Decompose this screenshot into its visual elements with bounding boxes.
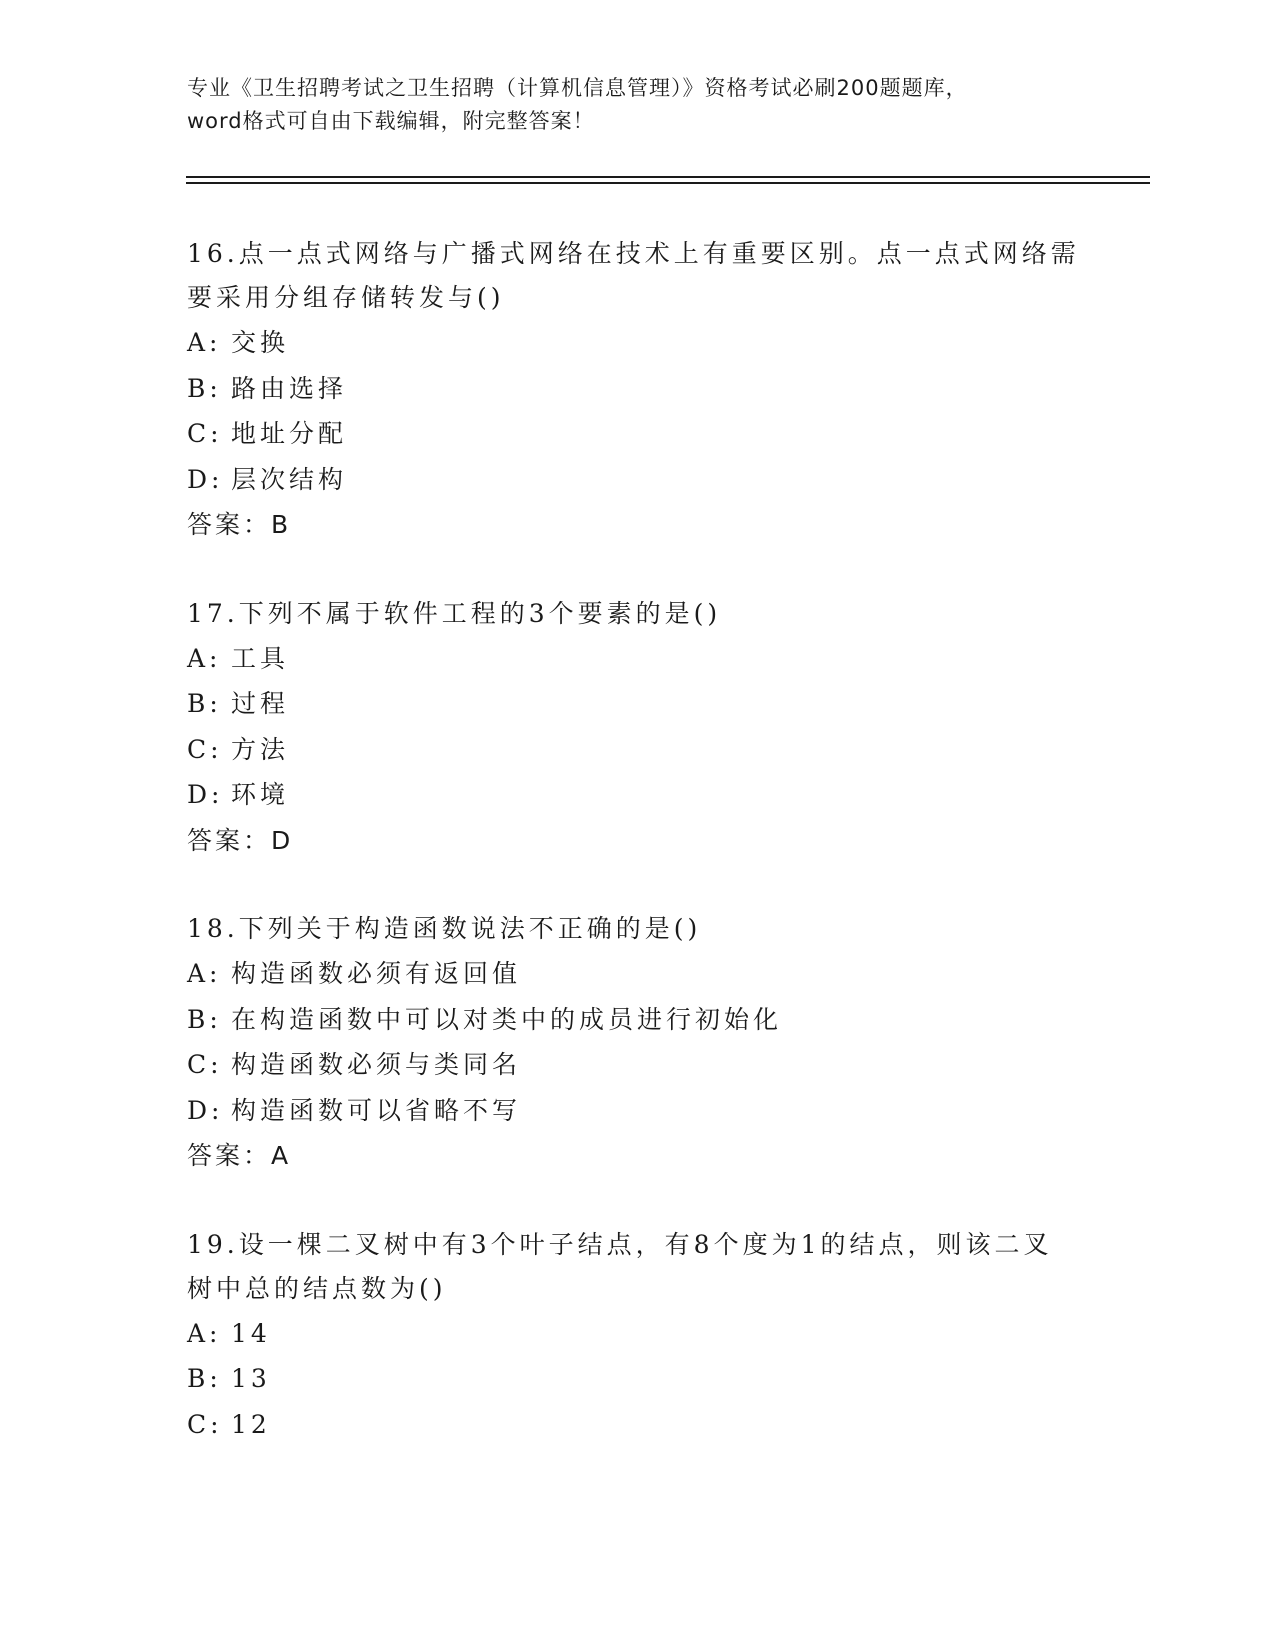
option-letter: B:	[187, 1364, 222, 1393]
header-title-line-1: 专业《卫生招聘考试之卫生招聘（计算机信息管理）》资格考试必刷200题题库，	[187, 76, 968, 100]
header-divider-bottom	[186, 182, 1150, 184]
header-title-line-2: word格式可自由下载编辑，附完整答案！	[187, 109, 595, 133]
answer-option	[187, 997, 1087, 1043]
option-letter: D:	[187, 780, 224, 809]
answer-key: 答案：D	[187, 825, 294, 855]
option-letter: C:	[187, 1409, 223, 1439]
answer-option	[187, 457, 1087, 503]
question-stem-line: 19.设一棵二叉树中有3个叶子结点，有8个度为1的结点，则该二叉	[187, 1229, 1053, 1259]
option-letter: D:	[187, 464, 224, 494]
question-list	[187, 232, 1087, 1491]
option-letter: A:	[187, 328, 222, 357]
option-letter: C:	[187, 419, 223, 448]
option-letter: C:	[187, 1050, 223, 1079]
answer-option	[187, 772, 1087, 818]
question-stem-line: 18.下列关于构造函数说法不正确的是()	[187, 914, 702, 943]
option-letter: B:	[187, 373, 222, 403]
question-stem-line: 树中总的结点数为()	[187, 1273, 447, 1303]
option-text: 14	[231, 1318, 271, 1348]
answer-option	[187, 1311, 1087, 1357]
option-text: 13	[231, 1364, 271, 1393]
question-stem	[187, 1223, 1087, 1311]
option-letter: C:	[187, 734, 223, 764]
answer-option	[187, 636, 1087, 682]
question-2	[187, 907, 1087, 1179]
option-text: 在构造函数中可以对类中的成员进行初始化	[231, 1004, 783, 1034]
question-0	[187, 232, 1087, 548]
question-stem-line: 16.点一点式网络与广播式网络在技术上有重要区别。点一点式网络需	[187, 239, 1080, 268]
option-letter: D:	[187, 1095, 224, 1125]
option-letter: A:	[187, 959, 222, 988]
answer-option	[187, 727, 1087, 773]
answer-option	[187, 1356, 1087, 1402]
answer-key: 答案：B	[187, 510, 292, 539]
document-header	[187, 72, 1087, 138]
option-text: 过程	[231, 689, 290, 718]
answer-option	[187, 411, 1087, 457]
question-3	[187, 1223, 1087, 1448]
header-divider-top	[186, 176, 1150, 178]
option-text: 12	[231, 1409, 271, 1439]
option-letter: B:	[187, 689, 222, 718]
option-text: 构造函数必须有返回值	[231, 959, 522, 988]
answer-option	[187, 1042, 1087, 1088]
answer-option	[187, 366, 1087, 412]
question-stem-line: 17.下列不属于软件工程的3个要素的是()	[187, 598, 722, 628]
answer-option	[187, 320, 1087, 366]
answer-option	[187, 681, 1087, 727]
question-stem-line: 要采用分组存储转发与()	[187, 283, 505, 312]
answer-key: 答案：A	[187, 1141, 292, 1170]
option-text: 构造函数必须与类同名	[231, 1050, 522, 1079]
option-letter: A:	[187, 643, 222, 673]
question-stem	[187, 232, 1087, 320]
question-1	[187, 592, 1087, 864]
option-text: 工具	[231, 643, 290, 673]
option-letter: A:	[187, 1318, 222, 1348]
answer-option	[187, 1402, 1087, 1448]
answer-option	[187, 951, 1087, 997]
option-text: 构造函数可以省略不写	[231, 1095, 522, 1125]
option-text: 交换	[231, 328, 290, 357]
question-stem	[187, 592, 1087, 636]
option-text: 方法	[231, 734, 290, 764]
option-text: 环境	[231, 780, 290, 809]
option-text: 层次结构	[231, 464, 348, 494]
option-text: 路由选择	[231, 373, 348, 403]
answer-option	[187, 1088, 1087, 1134]
option-letter: B:	[187, 1004, 222, 1034]
question-stem	[187, 907, 1087, 951]
option-text: 地址分配	[231, 419, 348, 448]
